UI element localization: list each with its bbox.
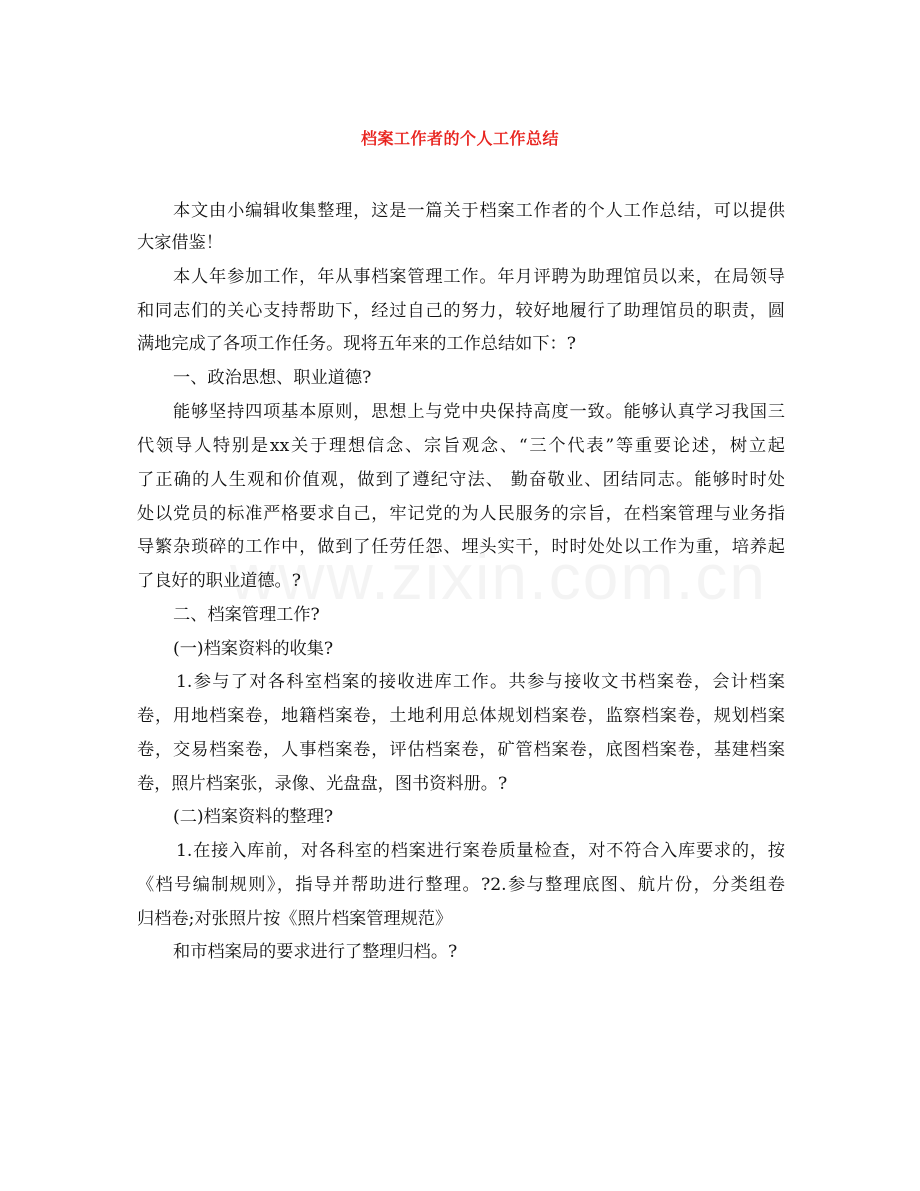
paragraph-line: 1.参与了对各科室档案的接收进库工作。共参与接收文书档案卷，会计档案 [176,672,785,692]
paragraph-line: 卷，交易档案卷，人事档案卷，评估档案卷，矿管档案卷，底图档案卷，基建档案 [137,740,785,760]
watermark [230,540,767,614]
paragraph-line: 了正确的人生观和价值观，做到了遵纪守法、 勤奋敬业、团结同志。能够时时处 [137,470,785,490]
paragraph-line: 1.在接入库前，对各科室的档案进行案卷质量检查，对不符合入库要求的，按 [176,841,785,861]
paragraph-line: 大家借鉴！ [137,233,223,253]
paragraph-line: 导繁杂琐碎的工作中，做到了任劳任怨、埋头实干，时时处处以工作为重，培养起 [137,537,785,557]
paragraph-line: 本文由小编辑收集整理，这是一篇关于档案工作者的个人工作总结，可以提供 [173,201,785,221]
paragraph-line: 处以党员的标准严格要求自己，牢记党的为人民服务的宗旨，在档案管理与业务指 [137,504,785,524]
paragraph-line: 《档号编制规则》，指导并帮助进行整理。?2.参与整理底图、航片份，分类组卷 [137,875,785,895]
paragraph-line: 归档卷;对张照片按《照片档案管理规范》 [137,909,453,929]
document-title: 档案工作者的个人工作总结 [360,129,559,148]
paragraph-line: 卷，照片档案张，录像、光盘盘，图书资料册。? [137,774,508,794]
subsection-heading: (一)档案资料的收集? [173,639,334,659]
paragraph-line: 和市档案局的要求进行了整理归档。? [173,942,458,962]
paragraph-line: 和同志们的关心支持帮助下，经过自己的努力，较好地履行了助理馆员的职责，圆 [137,301,785,321]
paragraph-line: 满地完成了各项工作任务。现将五年来的工作总结如下：? [137,334,576,354]
paragraph-line: 卷，用地档案卷，地籍档案卷，土地利用总体规划档案卷，监察档案卷，规划档案 [137,706,785,726]
subsection-heading: (二)档案资料的整理? [173,807,334,827]
paragraph-line: 了良好的职业道德。? [137,571,301,591]
paragraph-line: 能够坚持四项基本原则，思想上与党中央保持高度一致。能够认真学习我国三 [173,402,785,422]
section-heading: 一、政治思想、职业道德? [173,368,372,388]
paragraph-line: 代领导人特别是xx关于理想信念、宗旨观念、“三个代表”等重要论述，树立起 [137,436,785,456]
paragraph-line: 本人年参加工作，年从事档案管理工作。年月评聘为助理馆员以来，在局领导 [173,267,785,287]
section-heading: 二、档案管理工作? [173,605,320,625]
